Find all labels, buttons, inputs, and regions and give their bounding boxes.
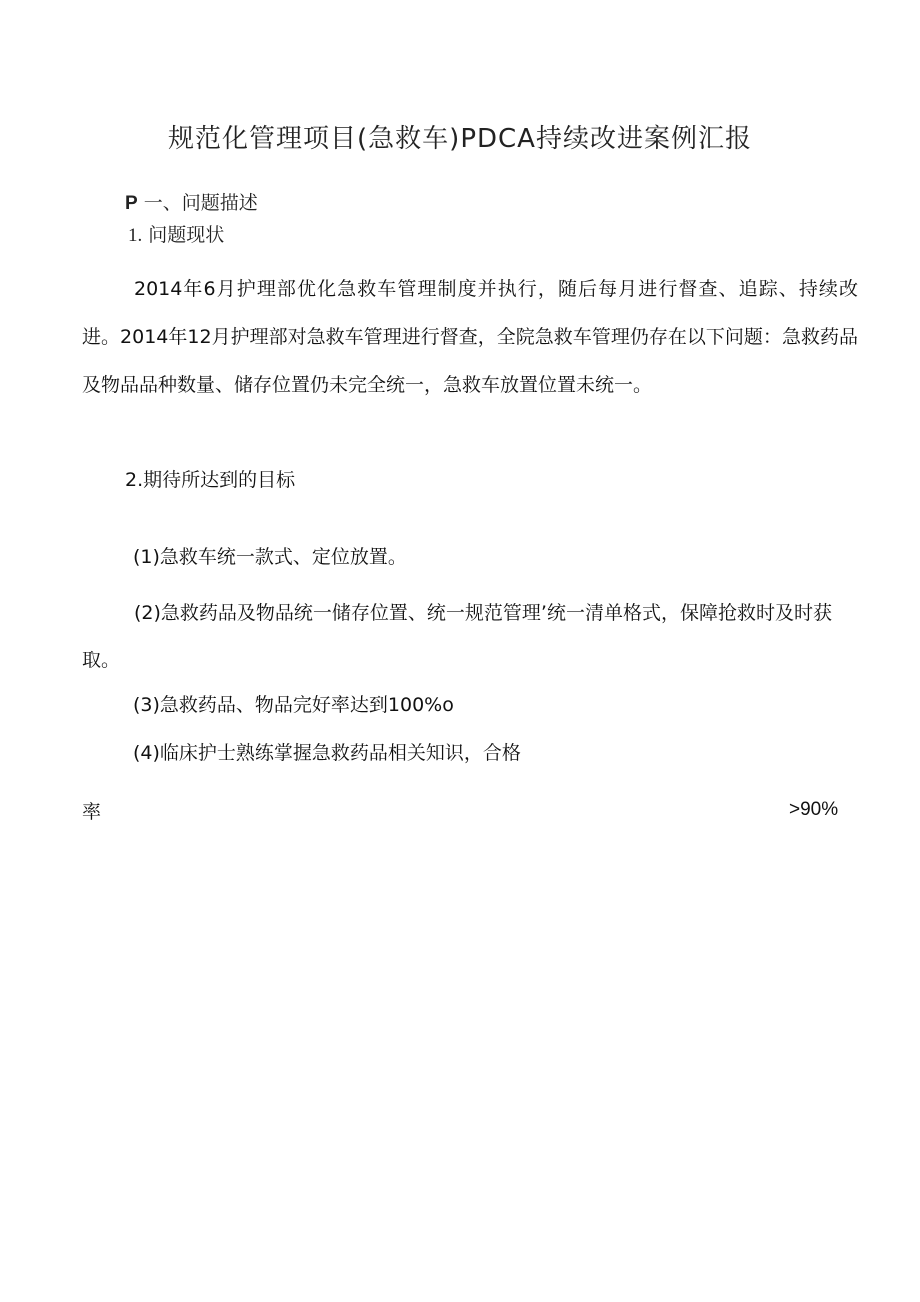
subsection-heading-status	[128, 221, 224, 250]
problem-status-paragraph: 2014年6月护理部优化急救车管理制度并执行，随后每月进行督查、追踪、持续改进。2014年12月护理部对急救车管理进行督查，全院急救车管理仍存在以下问题：急救药品及物品品种数量、储存位置仍未完全统一，急救车放置位置未统一。	[82, 278, 858, 396]
goal-item-2: (2)急救药品及物品统一储存位置、统一规范管理’统一清单格式，保障抢救时及时获取。	[82, 602, 832, 671]
goal-item-4-rate-label: 率	[82, 801, 102, 823]
goal-item-4-rate-value: >90%	[789, 799, 839, 820]
goal-item-1: (1)急救车统一款式、定位放置。	[133, 546, 407, 568]
pdca-phase-letter: P	[125, 193, 138, 214]
section-heading-label: 一、问题描述	[143, 192, 258, 214]
section-heading-plan	[125, 189, 258, 218]
subsection-number: 1.	[128, 225, 143, 246]
subsection-heading-goals: 2.期待所达到的目标	[125, 469, 296, 491]
goal-item-4: (4)临床护士熟练掌握急救药品相关知识，合格	[133, 742, 521, 764]
goal-item-3: (3)急救药品、物品完好率达到100%o	[133, 694, 454, 716]
subsection-label: 问题现状	[148, 224, 225, 246]
document-title: 规范化管理项目(急救车)PDCA持续改进案例汇报	[168, 124, 752, 154]
